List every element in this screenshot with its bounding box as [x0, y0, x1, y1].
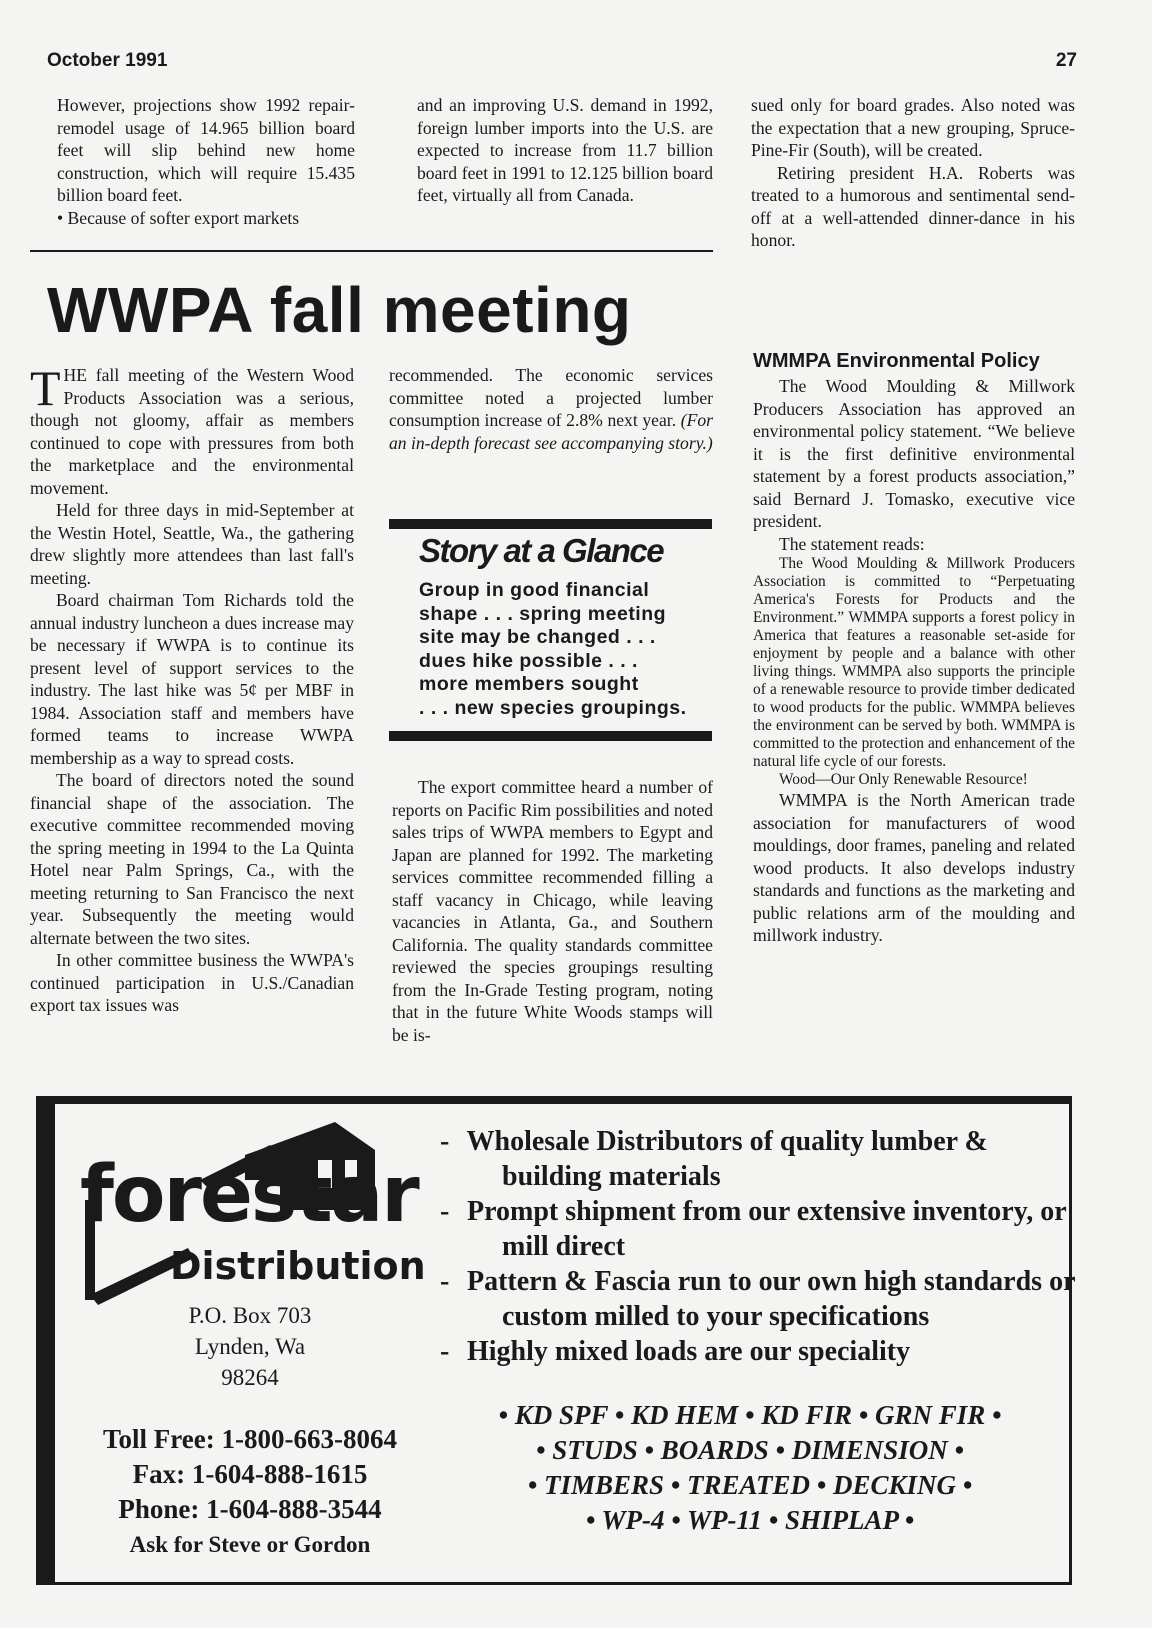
paragraph: The Wood Moulding & Millwork Producers Association has approved an environmental policy statement. “We believe it is the first definitive environmental statement by a forest products association,” said Bernard J. Tomasko, executive vice president.: [753, 376, 1075, 531]
article-headline: WWPA fall meeting: [47, 274, 632, 346]
ad-product-list: [440, 1398, 1060, 1538]
article-column-2-bottom: [392, 776, 713, 1046]
ad-address: [130, 1300, 370, 1393]
glance-line: . . . new species groupings.: [419, 696, 687, 719]
story-at-a-glance: [389, 519, 712, 741]
address-line: Lynden, Wa: [194, 1334, 306, 1359]
policy-statement: The Wood Moulding & Millwork Producers Association is committed to “Perpetuating America's Forests for Products and the Environment.” WMMPA supports a forest policy in America that features a reasonable set-aside for enjoyment by people and a balance with other living things. WMMPA also supports the principle of a renewable resource to provide timber dedicated to wood products for the public. WMMPA believes the environment can be served by both. WMMPA is committed to the protection and enhancement of the natural life cycle of our forests.: [753, 555, 1075, 770]
section-divider: [30, 250, 713, 252]
continued-column-2: [417, 94, 713, 207]
phone-number: Phone: 1-604-888-3544: [118, 1494, 382, 1524]
article-column-1: [30, 360, 354, 1017]
service-text: Wholesale Distributors of quality lumber & building materials: [466, 1126, 988, 1192]
address-line: P.O. Box 703: [188, 1303, 312, 1328]
address-line: 98264: [221, 1365, 279, 1390]
forecast-note: (For an in-depth forecast see accompanying story.): [389, 410, 713, 453]
paragraph: The board of directors noted the sound financial shape of the association. The executive committee recommended moving the spring meeting in 1994 to the La Quinta Hotel near Palm Springs, Ca., with the meeting returning to San Francisco the next year. Subsequently the meeting would alternate between the two sites.: [30, 770, 354, 948]
product-line: • WP-4 • WP-11 • SHIPLAP •: [585, 1505, 915, 1535]
glance-top-bar: [389, 519, 712, 529]
glance-title: Story at a Glance: [419, 532, 664, 569]
glance-line: site may be changed . . .: [419, 626, 656, 648]
product-line: • TIMBERS • TREATED • DECKING •: [527, 1470, 973, 1500]
ad-contact-info: [60, 1422, 440, 1562]
statement-lead: The statement reads:: [779, 533, 925, 554]
bullet-paragraph: • Because of softer export markets: [57, 207, 300, 228]
toll-free-number: Toll Free: 1-800-663-8064: [103, 1424, 397, 1454]
service-text: Highly mixed loads are our speciality: [467, 1336, 911, 1367]
paragraph: sued only for board grades. Also noted was the expectation that a new grouping, Spruce-Pine-Fir (South), will be created.: [751, 95, 1075, 160]
continued-column-3: [751, 94, 1075, 252]
contact-names: Ask for Steve or Gordon: [129, 1532, 371, 1557]
service-text: Prompt shipment from our extensive inventory, or mill direct: [467, 1196, 1067, 1262]
paragraph: In other committee business the WWPA's continued participation in U.S./Canadian export tax issues was: [30, 950, 354, 1015]
paragraph: and an improving U.S. demand in 1992, foreign lumber imports into the U.S. are expected to increase from 11.7 billion board feet in 1991 to 12.125 billion board feet, virtually all from Canada.: [417, 95, 713, 205]
product-line: • KD SPF • KD HEM • KD FIR • GRN FIR •: [498, 1400, 1002, 1430]
drop-cap: T: [30, 360, 61, 416]
ad-services-list: [440, 1124, 1080, 1369]
paragraph: Retiring president H.A. Roberts was treated to a humorous and sentimental send-off at a well-attended dinner-dance in his honor.: [751, 162, 1075, 250]
glance-summary: [419, 579, 704, 720]
continued-column-1: [57, 94, 355, 229]
service-item: - Highly mixed loads are our speciality: [440, 1336, 911, 1367]
product-line: • STUDS • BOARDS • DIMENSION •: [536, 1435, 964, 1465]
policy-motto: Wood—Our Only Renewable Resource!: [779, 771, 1028, 788]
paragraph: The export committee heard a number of reports on Pacific Rim possibilities and noted sales trips of WWPA members to Egypt and Japan are planned for 1992. The marketing services committee recommended filling a staff vacancy in Chicago, while leaving vacancies in Atlanta, Ga., and Southern California. The quality standards committee reviewed the species groupings resulting from the In-Grade Testing program, noting that in the future White Woods stamps will be is-: [392, 777, 713, 1045]
ad-shadow: [36, 1096, 52, 1585]
paragraph: [389, 364, 713, 454]
paragraph: Board chairman Tom Richards told the annual industry luncheon a dues increase may be necessary if WWPA is to continue its present level of support services to the industry. The last hike was 5¢ per MBF in 1984. Association staff and members have formed teams to increase WWPA membership as a way to spread costs.: [30, 590, 354, 768]
fax-number: Fax: 1-604-888-1615: [132, 1459, 368, 1489]
first-paragraph: [30, 360, 354, 499]
paragraph: However, projections show 1992 repair-remodel usage of 14.965 billion board feet will slip behind new home construction, which will require 15.435 billion board feet.: [57, 95, 355, 205]
paragraph-text: HE fall meeting of the Western Wood Products Association was a serious, though not gloomy, affair as members continued to cope with pressures from both the marketplace and the environmental movement.: [30, 365, 354, 498]
glance-line: dues hike possible . . .: [419, 649, 638, 672]
logo-subtitle: Distribution: [170, 1244, 426, 1288]
logo-wordmark: forestar: [80, 1150, 418, 1240]
paragraph-text: recommended. The economic services committee noted a projected lumber consumption increase of 2.8% next year.: [389, 365, 713, 430]
article-column-2-top: [389, 364, 713, 454]
page-number: 27: [1055, 50, 1077, 71]
glance-line: Group in good financial: [419, 579, 650, 601]
glance-line: more members sought: [419, 673, 639, 695]
service-item: - Prompt shipment from our extensive inventory, or mill direct: [440, 1196, 1067, 1262]
service-item: - Pattern & Fascia run to our own high standards or custom milled to your specifications: [440, 1266, 1076, 1332]
sidebar-title: WMMPA Environmental Policy: [753, 350, 1040, 372]
service-item: - Wholesale Distributors of quality lumber & building materials: [440, 1126, 988, 1192]
glance-line: shape . . . spring meeting: [419, 602, 667, 625]
wmmpa-sidebar: [753, 347, 1075, 947]
service-text: Pattern & Fascia run to our own high standards or custom milled to your specifications: [467, 1266, 1076, 1332]
issue-date: October 1991: [47, 50, 168, 71]
paragraph: Held for three days in mid-September at the Westin Hotel, Seattle, Wa., the gathering drew slightly more attendees than last fall's meeting.: [30, 500, 354, 588]
glance-bottom-bar: [389, 731, 712, 741]
paragraph: WMMPA is the North American trade association for manufacturers of wood mouldings, door frames, paneling and related wood products. It also develops industry standards and functions as the marketing and public relations arm of the moulding and millwork industry.: [753, 790, 1075, 945]
